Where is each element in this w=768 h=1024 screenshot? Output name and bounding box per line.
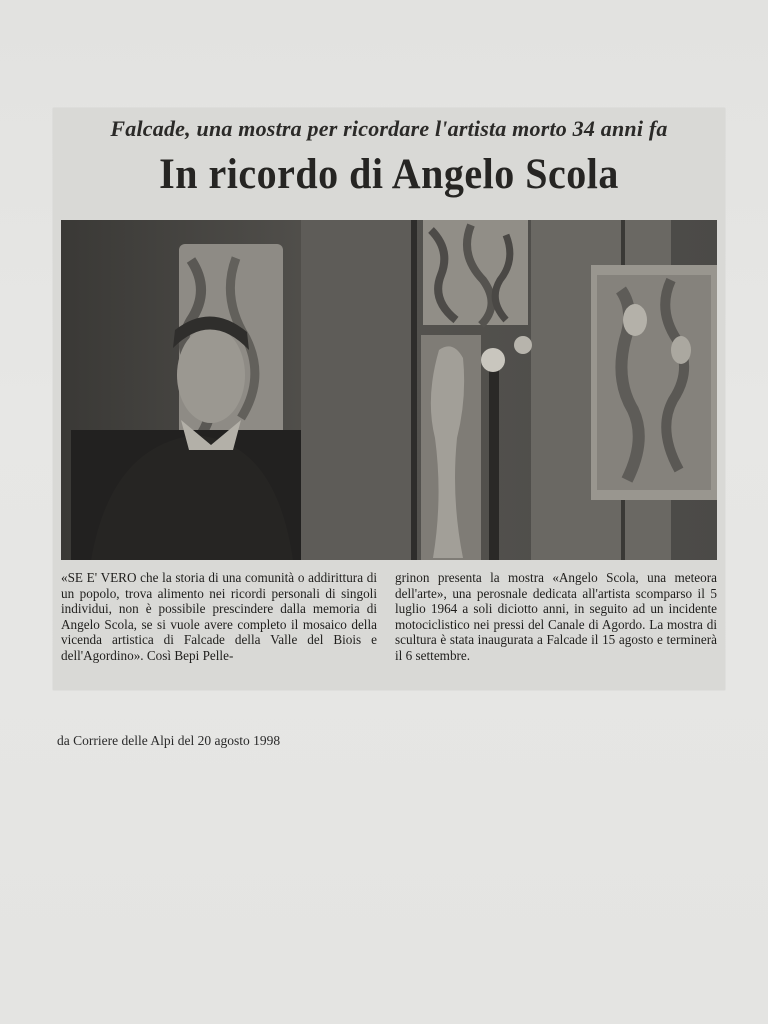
source-caption: da Corriere delle Alpi del 20 agosto 1998 <box>57 733 281 748</box>
photo-artist-with-sculptures <box>61 220 717 560</box>
newspaper-clipping <box>53 108 725 690</box>
kicker: Falcade, una mostra per ricordare l'artista morto 34 anni fa <box>110 116 668 141</box>
headline: In ricordo di Angelo Scola <box>159 149 619 198</box>
article-photo <box>61 220 717 560</box>
article-text-left-column: «SE E' VERO che la storia di una comunità o addirittura di un popolo, trova alimento nei ricordi personali di singoli individui, non è possibile prescindere dalla memoria di Angelo Scola, se si vuole avere completo il mosaico della vicenda artistica di Falcade della Valle del Biois e dell'Agordino». Così Bepi Pelle- <box>61 570 377 663</box>
article-text-right-column: grinon presenta la mostra «Angelo Scola, una meteora dell'arte», una perosnale dedicata all'artista scomparso il 5 luglio 1964 a soli diciotto anni, in seguito ad un incidente motociclistico nei pressi del Canale di Agordo. La mostra di scultura è stata inaugurata a Falcade il 15 agosto e terminerà il 6 settembre. <box>395 570 717 663</box>
